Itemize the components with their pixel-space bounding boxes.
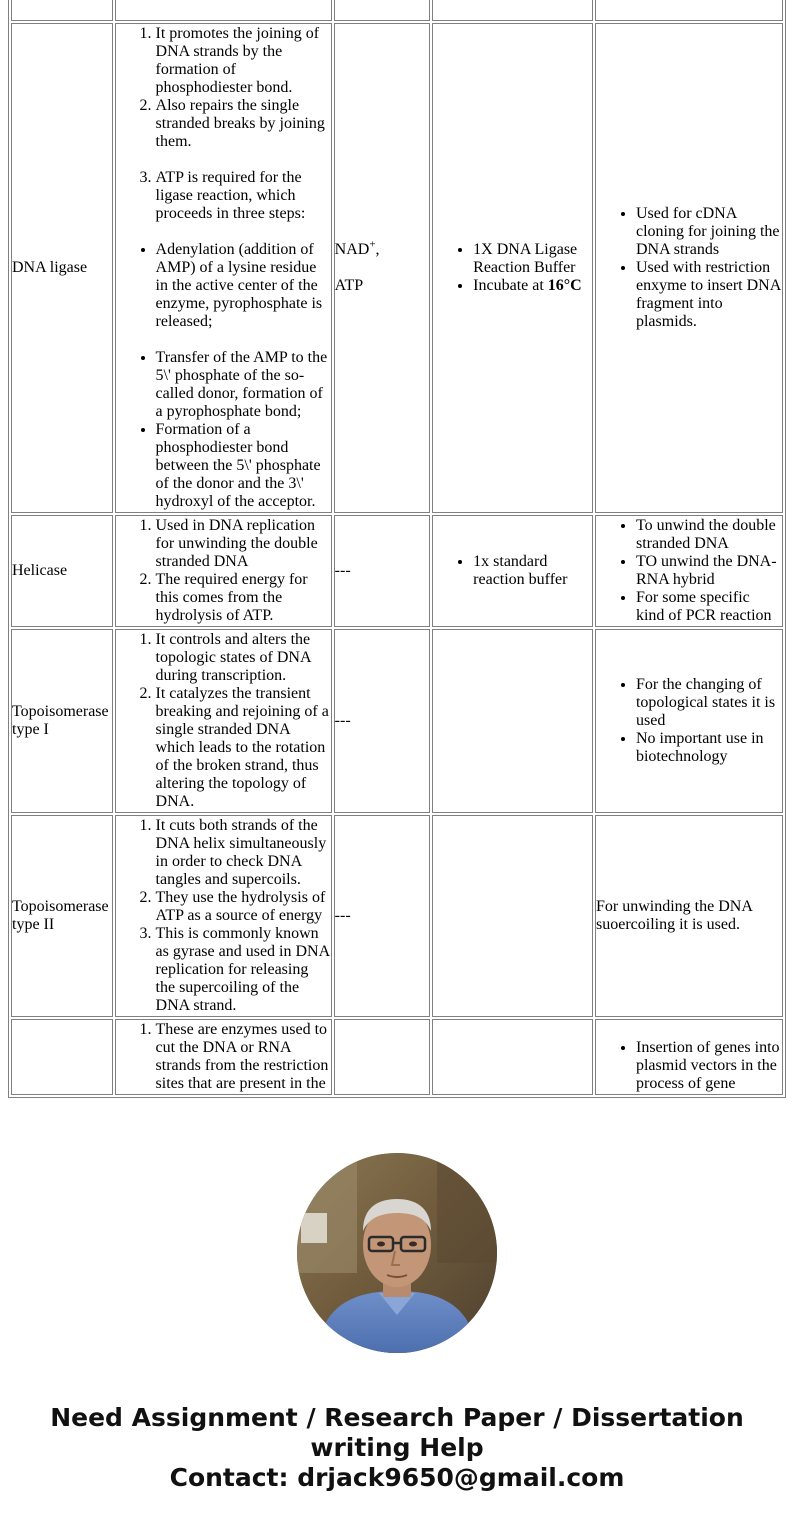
function-cell bbox=[115, 629, 332, 813]
uses-cell bbox=[595, 1019, 783, 1095]
list-item: 1. It cuts both strands of the DNA helix simultaneously in order to check DNA tangles and supercoils. bbox=[156, 817, 331, 889]
list-item: • Used with restriction enxyme to insert DNA fragment into plasmids. bbox=[636, 259, 782, 331]
list-item: • To unwind the double stranded DNA bbox=[636, 517, 782, 553]
function-cell bbox=[115, 815, 332, 1017]
conditions-cell bbox=[432, 629, 593, 813]
uses-list bbox=[596, 517, 782, 625]
conditions-cell bbox=[432, 1019, 593, 1095]
cta-line: Need Assignment / Research Paper / Dissertation bbox=[50, 1403, 744, 1432]
table-row bbox=[11, 1019, 783, 1095]
list-item: • Transfer of the AMP to the 5\' phosphate of the so-called donor, formation of a pyrophosphate bond; bbox=[156, 349, 331, 421]
comma: , bbox=[375, 241, 380, 258]
incubate-temp: 16°C bbox=[547, 277, 582, 294]
enzyme-table bbox=[8, 0, 786, 1098]
steps-list bbox=[116, 349, 331, 511]
function-cell bbox=[115, 515, 332, 627]
list-item: 1. Used in DNA replication for unwinding the double stranded DNA bbox=[156, 517, 331, 571]
table-row bbox=[11, 23, 783, 513]
uses-list bbox=[596, 205, 782, 331]
avatar-icon bbox=[297, 1153, 497, 1353]
table-row bbox=[11, 629, 783, 813]
conditions-cell bbox=[432, 815, 593, 1017]
table-row bbox=[11, 815, 783, 1017]
cofactor-cell bbox=[334, 23, 431, 513]
conditions-cell bbox=[432, 515, 593, 627]
list-item: 1. It promotes the joining of DNA strands by the formation of phosphodiester bond. bbox=[156, 25, 331, 97]
table-cell bbox=[595, 0, 783, 21]
list-item: 2. Also repairs the single stranded breaks by joining them. bbox=[156, 97, 331, 151]
list-item: • Used for cDNA cloning for joining the DNA strands bbox=[636, 205, 782, 259]
function-list bbox=[116, 817, 331, 1015]
charge-sup: + bbox=[369, 238, 376, 251]
function-cell bbox=[115, 23, 332, 513]
function-list bbox=[116, 1021, 331, 1093]
list-item: 2. It catalyzes the transient breaking and rejoining of a single stranded DNA which leads to the rotation of the broken strand, thus altering the topology of DNA. bbox=[156, 685, 331, 811]
cofactor-cell bbox=[334, 1019, 431, 1095]
enzyme-name: Helicase bbox=[11, 515, 113, 627]
list-item: • Formation of a phosphodiester bond between the 5\' phosphate of the donor and the 3\' hydroxyl of the acceptor. bbox=[156, 421, 331, 511]
function-list bbox=[116, 169, 331, 223]
conditions-cell bbox=[432, 23, 593, 513]
uses-cell bbox=[595, 629, 783, 813]
cta-block bbox=[0, 1403, 794, 1493]
list-item bbox=[473, 277, 592, 295]
list-item: • Insertion of genes into plasmid vectors in the process of gene bbox=[636, 1039, 782, 1093]
table-cell bbox=[334, 0, 431, 21]
enzyme-name: Topoisomerase type II bbox=[11, 815, 113, 1017]
list-item: 2. They use the hydrolysis of ATP as a source of energy bbox=[156, 889, 331, 925]
table-cell bbox=[432, 0, 593, 21]
incubate-text: Incubate at bbox=[473, 277, 548, 294]
list-item: 3. ATP is required for the ligase reaction, which proceeds in three steps: bbox=[156, 169, 331, 223]
list-item: • 1x standard reaction buffer bbox=[473, 553, 592, 589]
cofactor-atp: ATP bbox=[334, 277, 364, 294]
cofactor-cell: --- bbox=[334, 629, 431, 813]
uses-cell: For unwinding the DNA suoercoiling it is used. bbox=[595, 815, 783, 1017]
function-list bbox=[116, 517, 331, 625]
list-item: 2. The required energy for this comes from the hydrolysis of ATP. bbox=[156, 571, 331, 625]
cta-line: writing Help bbox=[310, 1433, 484, 1462]
enzyme-name: DNA ligase bbox=[11, 23, 113, 513]
list-item: 1. These are enzymes used to cut the DNA or RNA strands from the restriction sites that are present in the bbox=[156, 1021, 331, 1093]
function-list bbox=[116, 631, 331, 811]
uses-cell bbox=[595, 23, 783, 513]
conditions-list bbox=[433, 241, 592, 295]
list-item: • For the changing of topological states it is used bbox=[636, 676, 782, 730]
cofactor-cell: --- bbox=[334, 515, 431, 627]
cofactor-nad: NAD bbox=[334, 241, 370, 258]
enzyme-name bbox=[11, 1019, 113, 1095]
function-list bbox=[116, 25, 331, 151]
list-item: • For some specific kind of PCR reaction bbox=[636, 589, 782, 625]
list-item: 3. This is commonly known as gyrase and used in DNA replication for releasing the supercoiling of the DNA strand. bbox=[156, 925, 331, 1015]
table-row bbox=[11, 0, 783, 21]
list-item: 1. It controls and alters the topologic states of DNA during transcription. bbox=[156, 631, 331, 685]
conditions-list bbox=[433, 553, 592, 589]
table-row bbox=[11, 515, 783, 627]
table-cell bbox=[115, 0, 332, 21]
steps-list bbox=[116, 241, 331, 331]
function-cell bbox=[115, 1019, 332, 1095]
uses-cell bbox=[595, 515, 783, 627]
list-item: • Adenylation (addition of AMP) of a lysine residue in the active center of the enzyme, pyrophosphate is released; bbox=[156, 241, 331, 331]
cta-contact[interactable]: Contact: drjack9650@gmail.com bbox=[169, 1463, 625, 1492]
list-item: • No important use in biotechnology bbox=[636, 730, 782, 766]
uses-list bbox=[596, 1021, 782, 1093]
list-item: • 1X DNA Ligase Reaction Buffer bbox=[473, 241, 592, 277]
cofactor-cell: --- bbox=[334, 815, 431, 1017]
uses-list bbox=[596, 676, 782, 766]
enzyme-name: Topoisomerase type I bbox=[11, 629, 113, 813]
list-item: • TO unwind the DNA-RNA hybrid bbox=[636, 553, 782, 589]
table-cell bbox=[11, 0, 113, 21]
author-photo bbox=[297, 1153, 497, 1353]
